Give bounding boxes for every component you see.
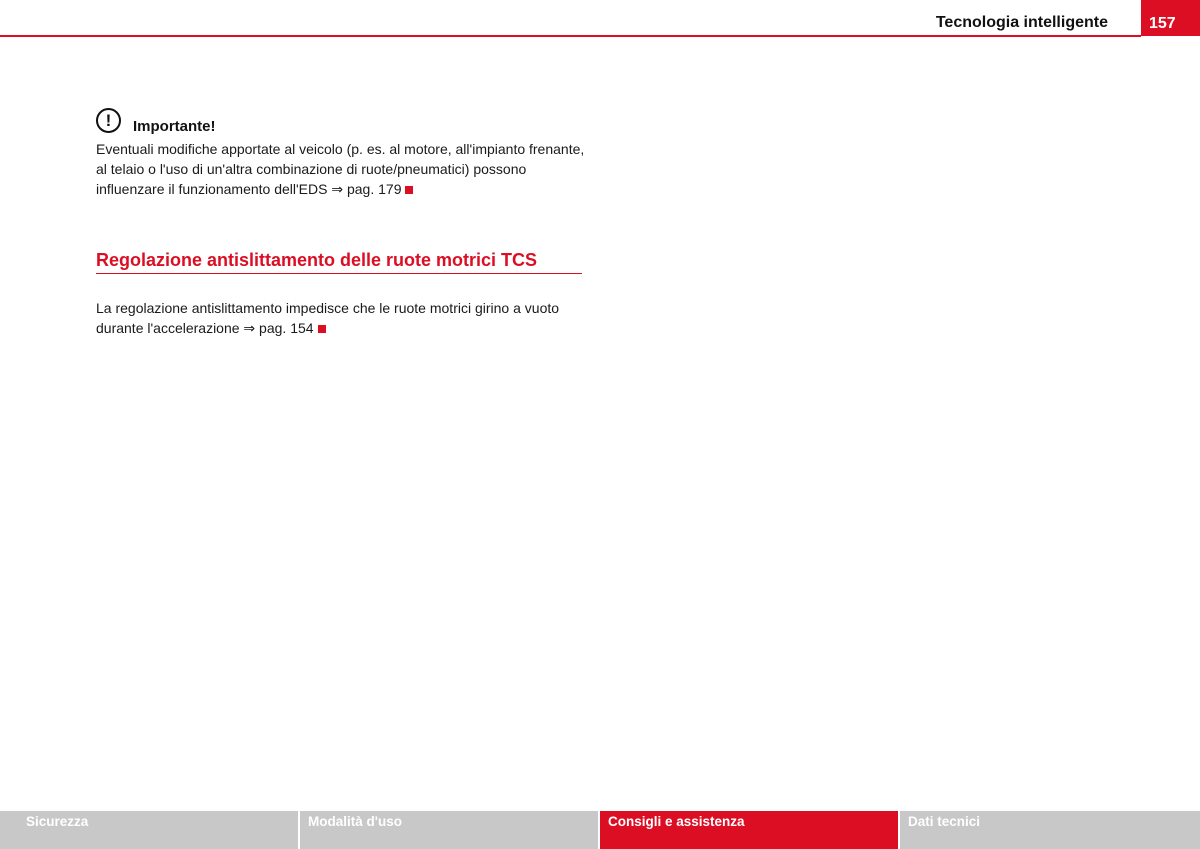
footer-tab-sicurezza[interactable]: Sicurezza	[0, 811, 298, 849]
important-notice	[96, 105, 586, 199]
page-number: 157	[1141, 0, 1200, 36]
footer-tab-consigli-assistenza[interactable]: Consigli e assistenza	[600, 811, 898, 849]
exclamation-circle-icon: !	[96, 108, 121, 133]
important-text-block	[96, 139, 586, 199]
end-of-section-marker	[318, 325, 326, 333]
section-heading: Regolazione antislittamento delle ruote motrici TCS	[96, 250, 582, 274]
header-divider	[0, 35, 1141, 37]
end-of-section-marker	[405, 186, 413, 194]
page-header-title: Tecnologia intelligente	[935, 14, 1108, 31]
section-text: La regolazione antislittamento impedisce che le ruote motrici girino a vuoto durante l'accelerazione ⇒ pag. 154	[96, 300, 560, 336]
important-text: Eventuali modifiche apportate al veicolo (p. es. al motore, all'impianto frenante, al telaio o l'uso di un'altra combinazione di ruote/pneumatici) possono influenzare il funzionamento dell'EDS ⇒ pag. 179	[96, 141, 585, 197]
section-text-block	[96, 298, 596, 338]
footer-tab-dati-tecnici[interactable]: Dati tecnici	[900, 811, 1200, 849]
important-header	[96, 105, 586, 135]
important-title: Importante!	[133, 117, 216, 135]
footer-tab-modalita-uso[interactable]: Modalità d'uso	[300, 811, 598, 849]
